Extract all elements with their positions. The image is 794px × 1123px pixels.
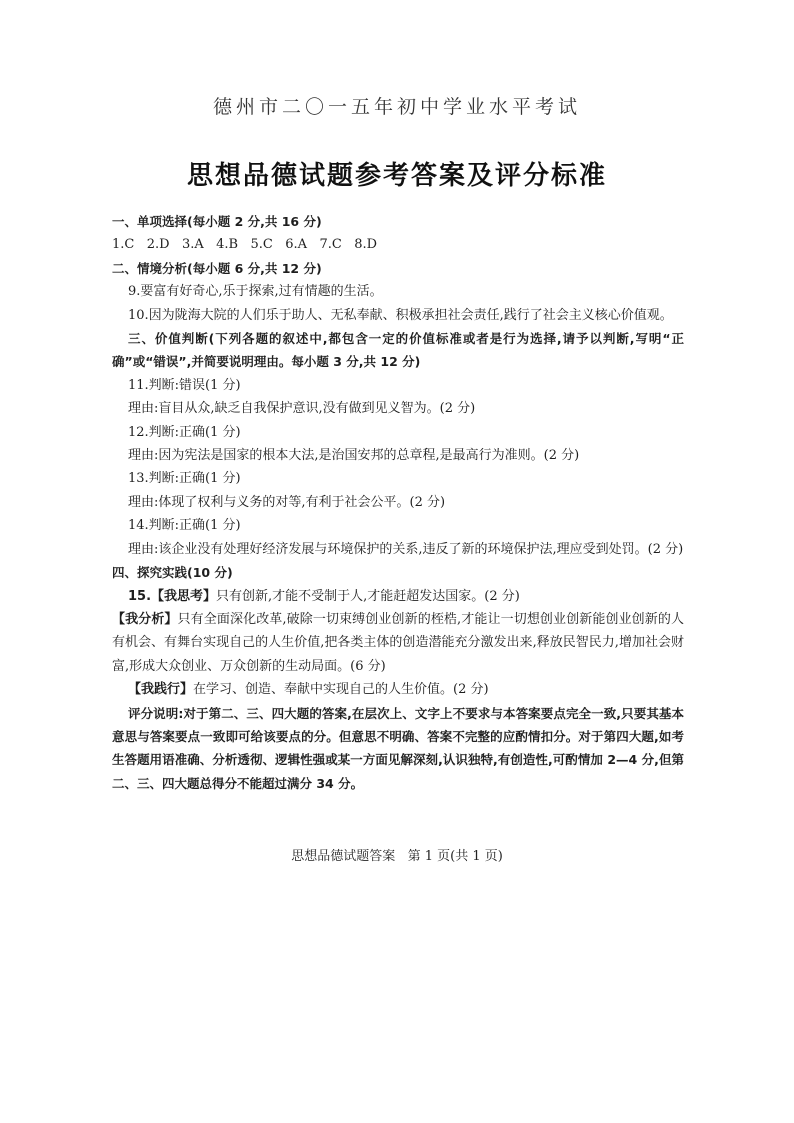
section-1-answers: 1.C 2.D 3.A 4.B 5.C 6.A 7.C 8.D: [112, 237, 378, 253]
practice-tag: 【我践行】: [128, 682, 194, 698]
exam-header: 德州市二〇一五年初中学业水平考试: [212, 96, 581, 118]
answer-q9: 9.要富有好奇心,乐于探索,过有情趣的生活。: [128, 284, 383, 300]
section-1-heading: 一、单项选择(每小题 2 分,共 16 分): [112, 214, 322, 229]
page-footer: 思想品德试题答案 第 1 页(共 1 页): [291, 849, 503, 864]
answer-q11-judgement: 11.判断:错误(1 分): [128, 377, 241, 393]
section-2-heading: 二、情境分析(每小题 6 分,共 12 分): [112, 260, 322, 276]
document-title: 思想品德试题参考答案及评分标准: [186, 161, 607, 191]
section-3-heading: 三、价值判断(下列各题的叙述中,都包含一定的价值标准或者是行为选择,请予以判断,写明“正确”或“错误”,并简要说明理由。每小题 3 分,共 12 分): [112, 331, 684, 370]
answer-q13-reason: 理由:体现了权利与义务的对等,有利于社会公平。(2 分): [128, 494, 446, 510]
practice-text: 在学习、创造、奉献中实现自己的人生价值。(2 分): [193, 682, 489, 698]
answer-q11-reason: 理由:盲目从众,缺乏自我保护意识,没有做到见义智为。(2 分): [128, 401, 476, 417]
answer-q15-think: [112, 585, 684, 608]
think-text: 只有创新,才能不受制于人,才能赶超发达国家。(2 分): [216, 588, 520, 604]
scoring-note: 评分说明:对于第二、三、四大题的答案,在层次上、文字上不要求与本答案要点完全一致,只要其基本意思与答案要点一致即可给该要点的分。但意思不明确、答案不完整的应酌情扣分。对于第四大题,如考生答题用语准确、分析透彻、逻辑性强或某一方面见解深刻,认识独特,有创造性,可酌情加 2—4 分,但第二、三、四大题总得分不能超过满分 34 分。: [112, 705, 684, 791]
answer-body: [112, 210, 684, 795]
answer-q10: 10.因为陇海大院的人们乐于助人、无私奉献、积极承担社会责任,践行了社会主义核心价值观。: [128, 307, 673, 323]
answer-q15-analyze: [112, 608, 684, 678]
think-tag: 15.【我思考】: [128, 588, 217, 604]
answer-q14-reason: 理由:该企业没有处理好经济发展与环境保护的关系,违反了新的环境保护法,理应受到处罚。(2 分): [128, 541, 684, 557]
analyze-text: 只有全面深化改革,破除一切束缚创业创新的桎梏,才能让一切想创业创新能创业创新的人有机会、有舞台实现自己的人生价值,把各类主体的创造潜能充分激发出来,释放民智民力,增加社会财富,形成大众创业、万众创新的生动局面。(6 分): [112, 611, 684, 674]
answer-q12-judgement: 12.判断:正确(1 分): [128, 424, 241, 440]
section-4-heading: 四、探究实践(10 分): [112, 565, 233, 581]
answer-q15-practice: [112, 678, 684, 701]
answer-q12-reason: 理由:因为宪法是国家的根本大法,是治国安邦的总章程,是最高行为准则。(2 分): [128, 448, 580, 464]
answer-q14-judgement: 14.判断:正确(1 分): [128, 518, 241, 534]
analyze-tag: 【我分析】: [112, 611, 178, 627]
answer-q13-judgement: 13.判断:正确(1 分): [128, 471, 241, 487]
